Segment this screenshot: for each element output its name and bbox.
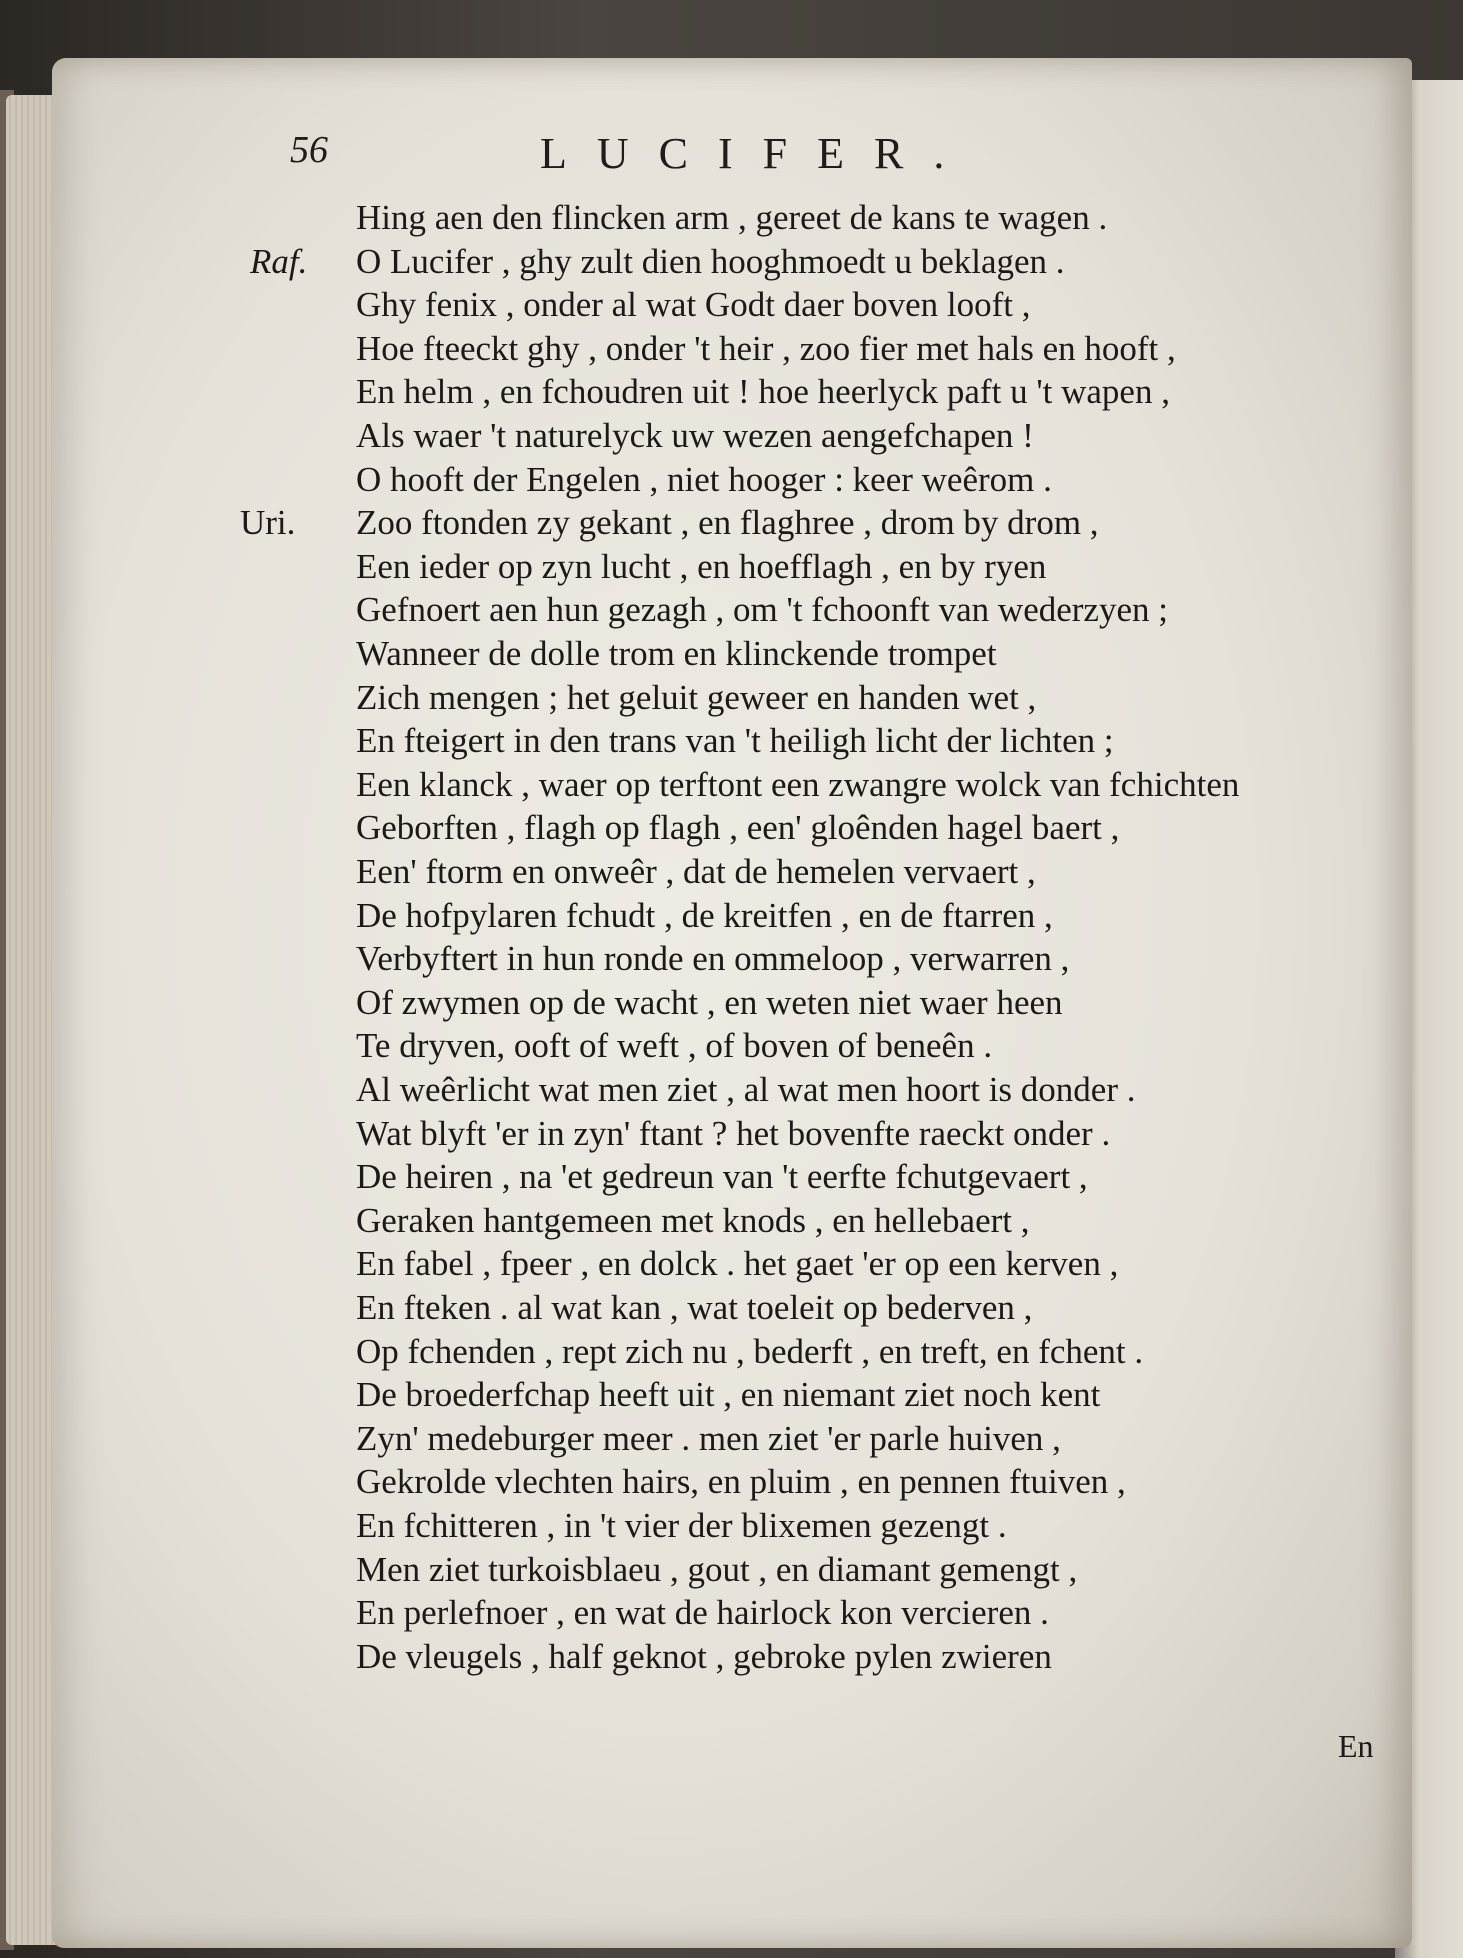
verse-line-text: O hooft der Engelen , niet hooger : keer weêrom . (356, 459, 1052, 499)
verse-line-text: Te dryven, ooft of weft , of boven of beneên . (356, 1026, 993, 1066)
page-number: 56 (290, 129, 328, 171)
verse-line-text: En fabel , fpeer , en dolck . het gaet 'er op een kerven , (356, 1244, 1119, 1284)
page-header (290, 128, 1300, 188)
verse-line-text: Een' ftorm en onweêr , dat de hemelen vervaert , (356, 852, 1036, 891)
verse-line-text: En fteken . al wat kan , wat toeleit op bederven , (356, 1288, 1033, 1327)
verse-line-text: Geraken hantgemeen met knods , en hellebaert , (356, 1200, 1030, 1240)
verse-line-text: Of zwymen op de wacht , en weten niet waer heen (356, 982, 1063, 1022)
speaker-label: Uri. (240, 503, 296, 543)
verse-line-text: Gefnoert aen hun gezagh , om 't fchoonft van wederzyen ; (356, 590, 1168, 630)
verse-line-text: Zoo ftonden zy gekant , en flaghree , drom by drom , (356, 503, 1099, 543)
verse-line-text: Hoe fteeckt ghy , onder 't heir , zoo fier met hals en hooft , (356, 328, 1176, 368)
running-title: LUCIFER. (540, 129, 975, 178)
verse-line-text: De broederfchap heeft uit , en niemant ziet noch kent (356, 1375, 1101, 1415)
verse-line-text: Op fchenden , rept zich nu , bederft , en treft, en fchent . (356, 1331, 1144, 1371)
verse-line-text: Zyn' medeburger meer . men ziet 'er parle huiven , (356, 1418, 1061, 1458)
verse-line-text: Wat blyft 'er in zyn' ftant ? het bovenfte raeckt onder . (356, 1113, 1111, 1153)
verse-line-text: Wanneer de dolle trom en klinckende trompet (356, 634, 997, 673)
verse-line-text: Al weêrlicht wat men ziet , al wat men hoort is donder . (356, 1070, 1136, 1109)
verse-line-text: En fteigert in den trans van 't heiligh licht der lichten ; (356, 721, 1114, 761)
verse-line-text: En fchitteren , in 't vier der blixemen gezengt . (356, 1506, 1007, 1545)
verse-line-text: Ghy fenix , onder al wat Godt daer boven looft , (356, 285, 1031, 325)
verse-line-text: O Lucifer , ghy zult dien hooghmoedt u beklagen . (356, 241, 1065, 281)
verse-line-text: Men ziet turkoisblaeu , gout , en diamant gemengt , (356, 1549, 1078, 1589)
speaker-label: Raf. (250, 241, 308, 281)
verse-line-text: Gekrolde vlechten hairs, en pluim , en pennen ftuiven , (356, 1462, 1126, 1502)
catchword: En (1338, 1728, 1374, 1764)
verse-line-text: Een klanck , waer op terftont een zwangre wolck van fchichten (356, 764, 1240, 804)
verse-line-text: Geborften , flagh op flagh , een' gloênden hagel baert , (356, 808, 1120, 848)
verse-line-text: Hing aen den flincken arm , gereet de kans te wagen . (356, 198, 1108, 237)
verse-line-text: En helm , en fchoudren uit ! hoe heerlyck paft u 't wapen , (356, 372, 1170, 412)
verse-line-text: De vleugels , half geknot , gebroke pylen zwieren (356, 1636, 1052, 1676)
verse-line-text: Zich mengen ; het geluit geweer en handen wet , (356, 677, 1037, 717)
verse-line-text: En perlefnoer , en wat de hairlock kon vercieren . (356, 1593, 1049, 1633)
verse-line-text: De heiren , na 'et gedreun van 't eerfte fchutgevaert , (356, 1157, 1088, 1197)
verse-line-text: Verbyftert in hun ronde en ommeloop , verwarren , (356, 939, 1070, 979)
verse-line-text: Als waer 't naturelyck uw wezen aengefchapen ! (356, 416, 1034, 455)
verse-line-text: De hofpylaren fchudt , de kreitfen , en de ftarren , (356, 895, 1053, 935)
verse-line-text: Een ieder op zyn lucht , en hoefflagh , en by ryen (356, 546, 1047, 586)
